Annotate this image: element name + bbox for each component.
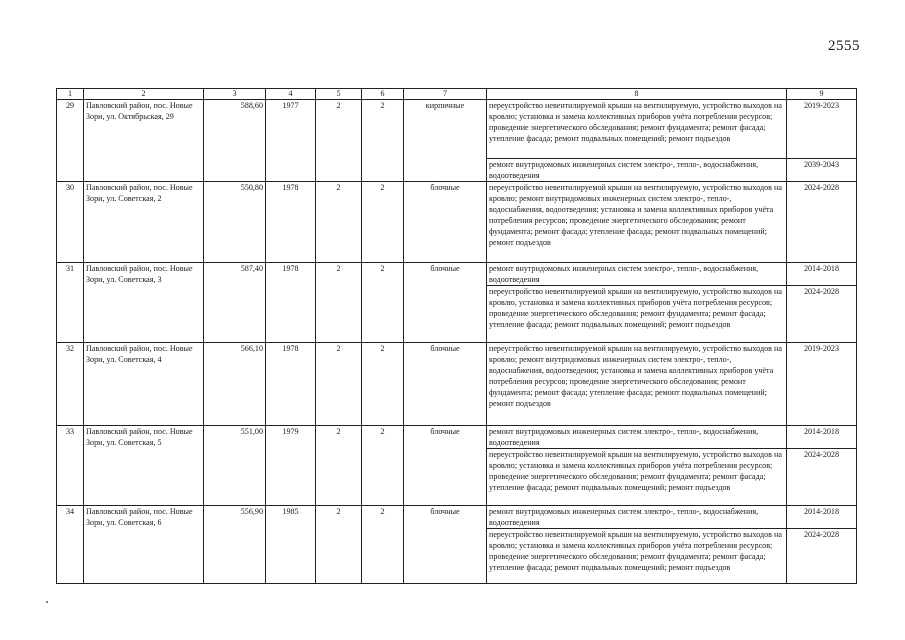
works-cell: ремонт внутридомовых инженерных систем электро-, тепло-, водоснабжения, водоотведения — [487, 426, 787, 449]
row-number-cell: 29 — [57, 100, 84, 182]
column-5-cell: 2 — [316, 263, 362, 343]
address-cell: Павловский район, пос. Новые Зори, ул. Советская, 3 — [84, 263, 204, 343]
column-5-cell: 2 — [316, 343, 362, 426]
header-cell: 7 — [404, 89, 487, 100]
works-cell: ремонт внутридомовых инженерных систем электро-, тепло-, водоснабжения, водоотведения — [487, 506, 787, 529]
period-cell: 2014-2018 — [787, 506, 857, 529]
works-cell: переустройство невентилируемой крыши на вентилируемую, устройство выходов на кровлю; ремонт внутридомовых инженерных систем электро-, тепло-, водоснабжения, водоотведения; установка и замена коллективных приборов учёта потребления ресурсов; проведение энергетического обследования; ремонт фундамента; ремонт фасада; утепление фасада; ремонт подвальных помещений; ремонт подъездов — [487, 182, 787, 263]
period-cell: 2039-2043 — [787, 159, 857, 182]
works-cell: переустройство невентилируемой крыши на вентилируемую, устройство выходов на кровлю; установка и замена коллективных приборов учёта потребления ресурсов; проведение энергетического обследования; ремонт фундамента; ремонт фасада; утепление фасада; ремонт подвальных помещений; ремонт подъездов — [487, 529, 787, 584]
header-cell: 1 — [57, 89, 84, 100]
column-6-cell: 2 — [362, 182, 404, 263]
period-cell: 2019-2023 — [787, 100, 857, 159]
column-6-cell: 2 — [362, 263, 404, 343]
table-row — [57, 426, 857, 449]
header-cell: 5 — [316, 89, 362, 100]
works-cell: переустройство невентилируемой крыши на вентилируемую, устройство выходов на кровлю; установка и замена коллективных приборов учёта потребления ресурсов; проведение энергетического обследования; ремонт фундамента; ремонт фасада; утепление фасада; ремонт подвальных помещений; ремонт подъездов — [487, 449, 787, 506]
table-row — [57, 343, 857, 426]
wall-material-cell: блочные — [404, 506, 487, 584]
address-cell: Павловский район, пос. Новые Зори, ул. Октябрьская, 29 — [84, 100, 204, 182]
year-cell: 1985 — [266, 506, 316, 584]
page-number: 2555 — [828, 38, 860, 54]
wall-material-cell: блочные — [404, 182, 487, 263]
column-6-cell: 2 — [362, 506, 404, 584]
column-6-cell: 2 — [362, 343, 404, 426]
period-cell: 2024-2028 — [787, 182, 857, 263]
table-row — [57, 182, 857, 263]
year-cell: 1977 — [266, 100, 316, 182]
table-row — [57, 100, 857, 159]
period-cell: 2024-2028 — [787, 449, 857, 506]
area-cell: 550,80 — [204, 182, 266, 263]
wall-material-cell: блочные — [404, 426, 487, 506]
header-cell: 6 — [362, 89, 404, 100]
wall-material-cell: блочные — [404, 263, 487, 343]
period-cell: 2019-2023 — [787, 343, 857, 426]
header-row — [57, 89, 857, 100]
table-row — [57, 263, 857, 286]
table-row — [57, 506, 857, 529]
address-cell: Павловский район, пос. Новые Зори, ул. Советская, 4 — [84, 343, 204, 426]
row-number-cell: 30 — [57, 182, 84, 263]
address-cell: Павловский район, пос. Новые Зори, ул. Советская, 6 — [84, 506, 204, 584]
works-cell: ремонт внутридомовых инженерных систем электро-, тепло-, водоснабжения, водоотведения — [487, 159, 787, 182]
area-cell: 551,00 — [204, 426, 266, 506]
area-cell: 556,90 — [204, 506, 266, 584]
column-5-cell: 2 — [316, 182, 362, 263]
area-cell: 566,10 — [204, 343, 266, 426]
works-cell: переустройство невентилируемой крыши на вентилируемую, устройство выходов на кровлю, установка и замена коллективных приборов учёта потребления ресурсов; проведение энергетического обследования; ремонт фундамента; ремонт фасада; утепление фасада; ремонт подвальных помещений; ремонт подъездов — [487, 286, 787, 343]
column-5-cell: 2 — [316, 506, 362, 584]
year-cell: 1979 — [266, 426, 316, 506]
header-cell: 2 — [84, 89, 204, 100]
period-cell: 2024-2028 — [787, 286, 857, 343]
header-cell: 4 — [266, 89, 316, 100]
period-cell: 2014-2018 — [787, 426, 857, 449]
column-6-cell: 2 — [362, 426, 404, 506]
column-6-cell: 2 — [362, 100, 404, 182]
header-cell: 9 — [787, 89, 857, 100]
year-cell: 1978 — [266, 263, 316, 343]
header-cell: 3 — [204, 89, 266, 100]
row-number-cell: 32 — [57, 343, 84, 426]
area-cell: 588,60 — [204, 100, 266, 182]
address-cell: Павловский район, пос. Новые Зори, ул. Советская, 2 — [84, 182, 204, 263]
works-cell: переустройство невентилируемой крыши на вентилируемую, устройство выходов на кровлю; ремонт внутридомовых инженерных систем электро-, тепло-, водоснабжения, водоотведения; установка и замена коллективных приборов учёта потребления ресурсов; проведение энергетического обследования; ремонт фундамента; ремонт фасада; утепление фасада; ремонт подвальных помещений; ремонт подъездов — [487, 343, 787, 426]
header-cell: 8 — [487, 89, 787, 100]
row-number-cell: 34 — [57, 506, 84, 584]
area-cell: 587,40 — [204, 263, 266, 343]
works-cell: ремонт внутридомовых инженерных систем электро-, тепло-, водоснабжения, водоотведения — [487, 263, 787, 286]
scan-speck — [46, 601, 48, 603]
year-cell: 1978 — [266, 182, 316, 263]
period-cell: 2014-2018 — [787, 263, 857, 286]
year-cell: 1978 — [266, 343, 316, 426]
period-cell: 2024-2028 — [787, 529, 857, 584]
works-cell: переустройство невентилируемой крыши на вентилируемую, устройство выходов на кровлю; установка и замена коллективных приборов учёта потребления ресурсов; проведение энергетического обследования; ремонт фундамента; ремонт фасада; утепление фасада; ремонт подвальных помещений; ремонт подъездов — [487, 100, 787, 159]
wall-material-cell: блочные — [404, 343, 487, 426]
column-5-cell: 2 — [316, 426, 362, 506]
row-number-cell: 31 — [57, 263, 84, 343]
wall-material-cell: кирпичные — [404, 100, 487, 182]
housing-repair-table — [56, 88, 857, 584]
row-number-cell: 33 — [57, 426, 84, 506]
address-cell: Павловский район, пос. Новые Зори, ул. Советская, 5 — [84, 426, 204, 506]
column-5-cell: 2 — [316, 100, 362, 182]
